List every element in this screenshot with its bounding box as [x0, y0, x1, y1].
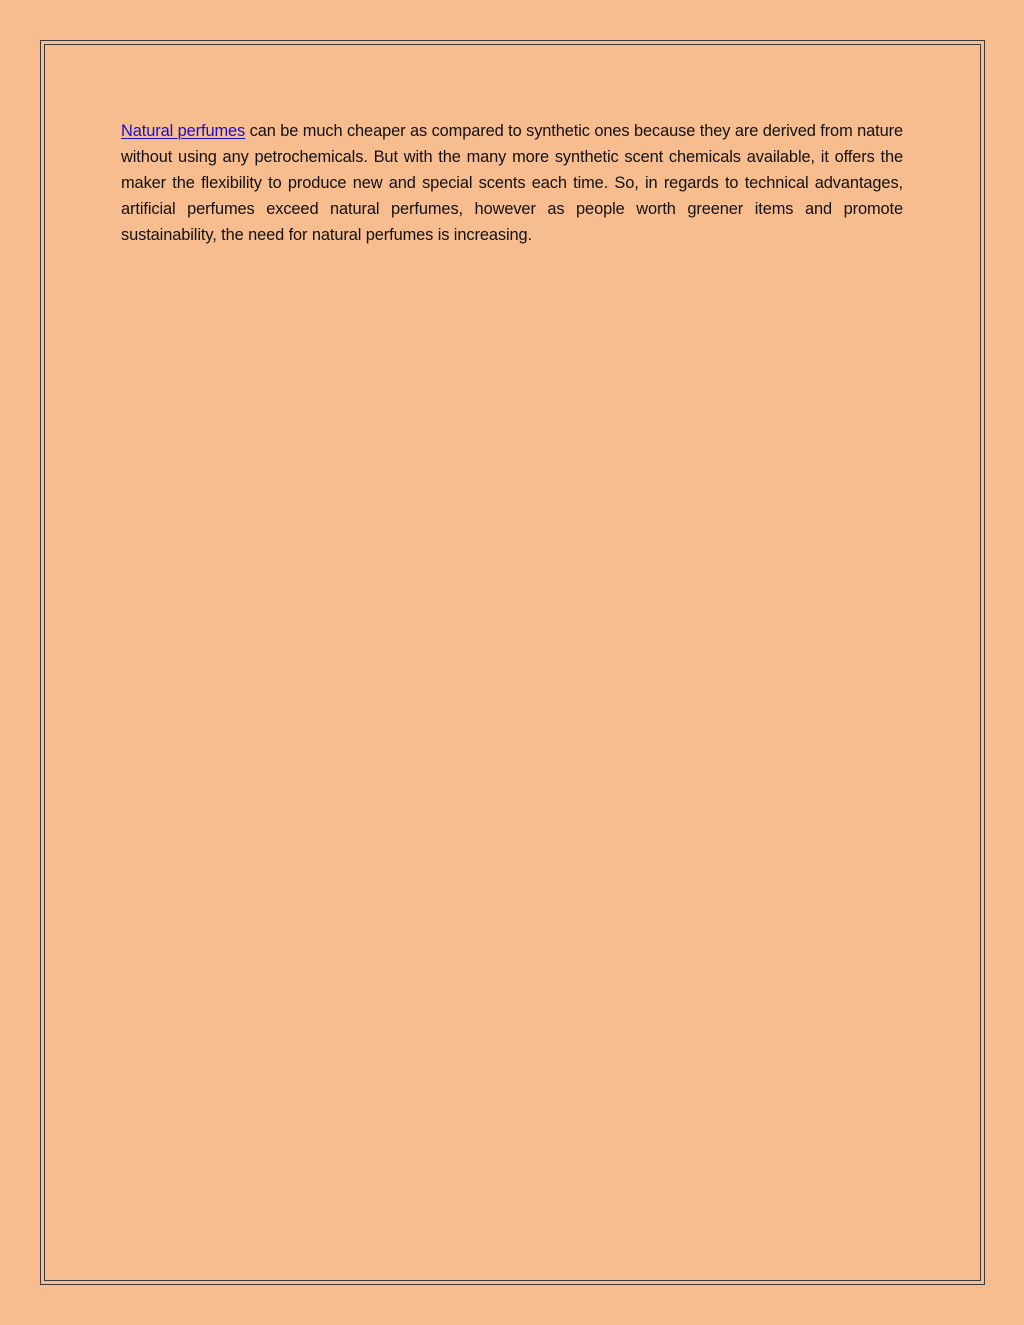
paragraph-text: can be much cheaper as compared to synthetic ones because they are derived from nature without using any petrochemicals. But with the many more synthetic scent chemicals available, it offers the maker the flexibility to produce new and special scents each time. So, in regards to technical advantages, artificial perfumes exceed natural perfumes, however as people worth greener items and promote sustainability, the need for natural perfumes is increasing.: [121, 122, 903, 244]
document-body: [121, 118, 903, 248]
natural-perfumes-link[interactable]: Natural perfumes: [121, 122, 246, 140]
body-paragraph: [121, 118, 903, 248]
